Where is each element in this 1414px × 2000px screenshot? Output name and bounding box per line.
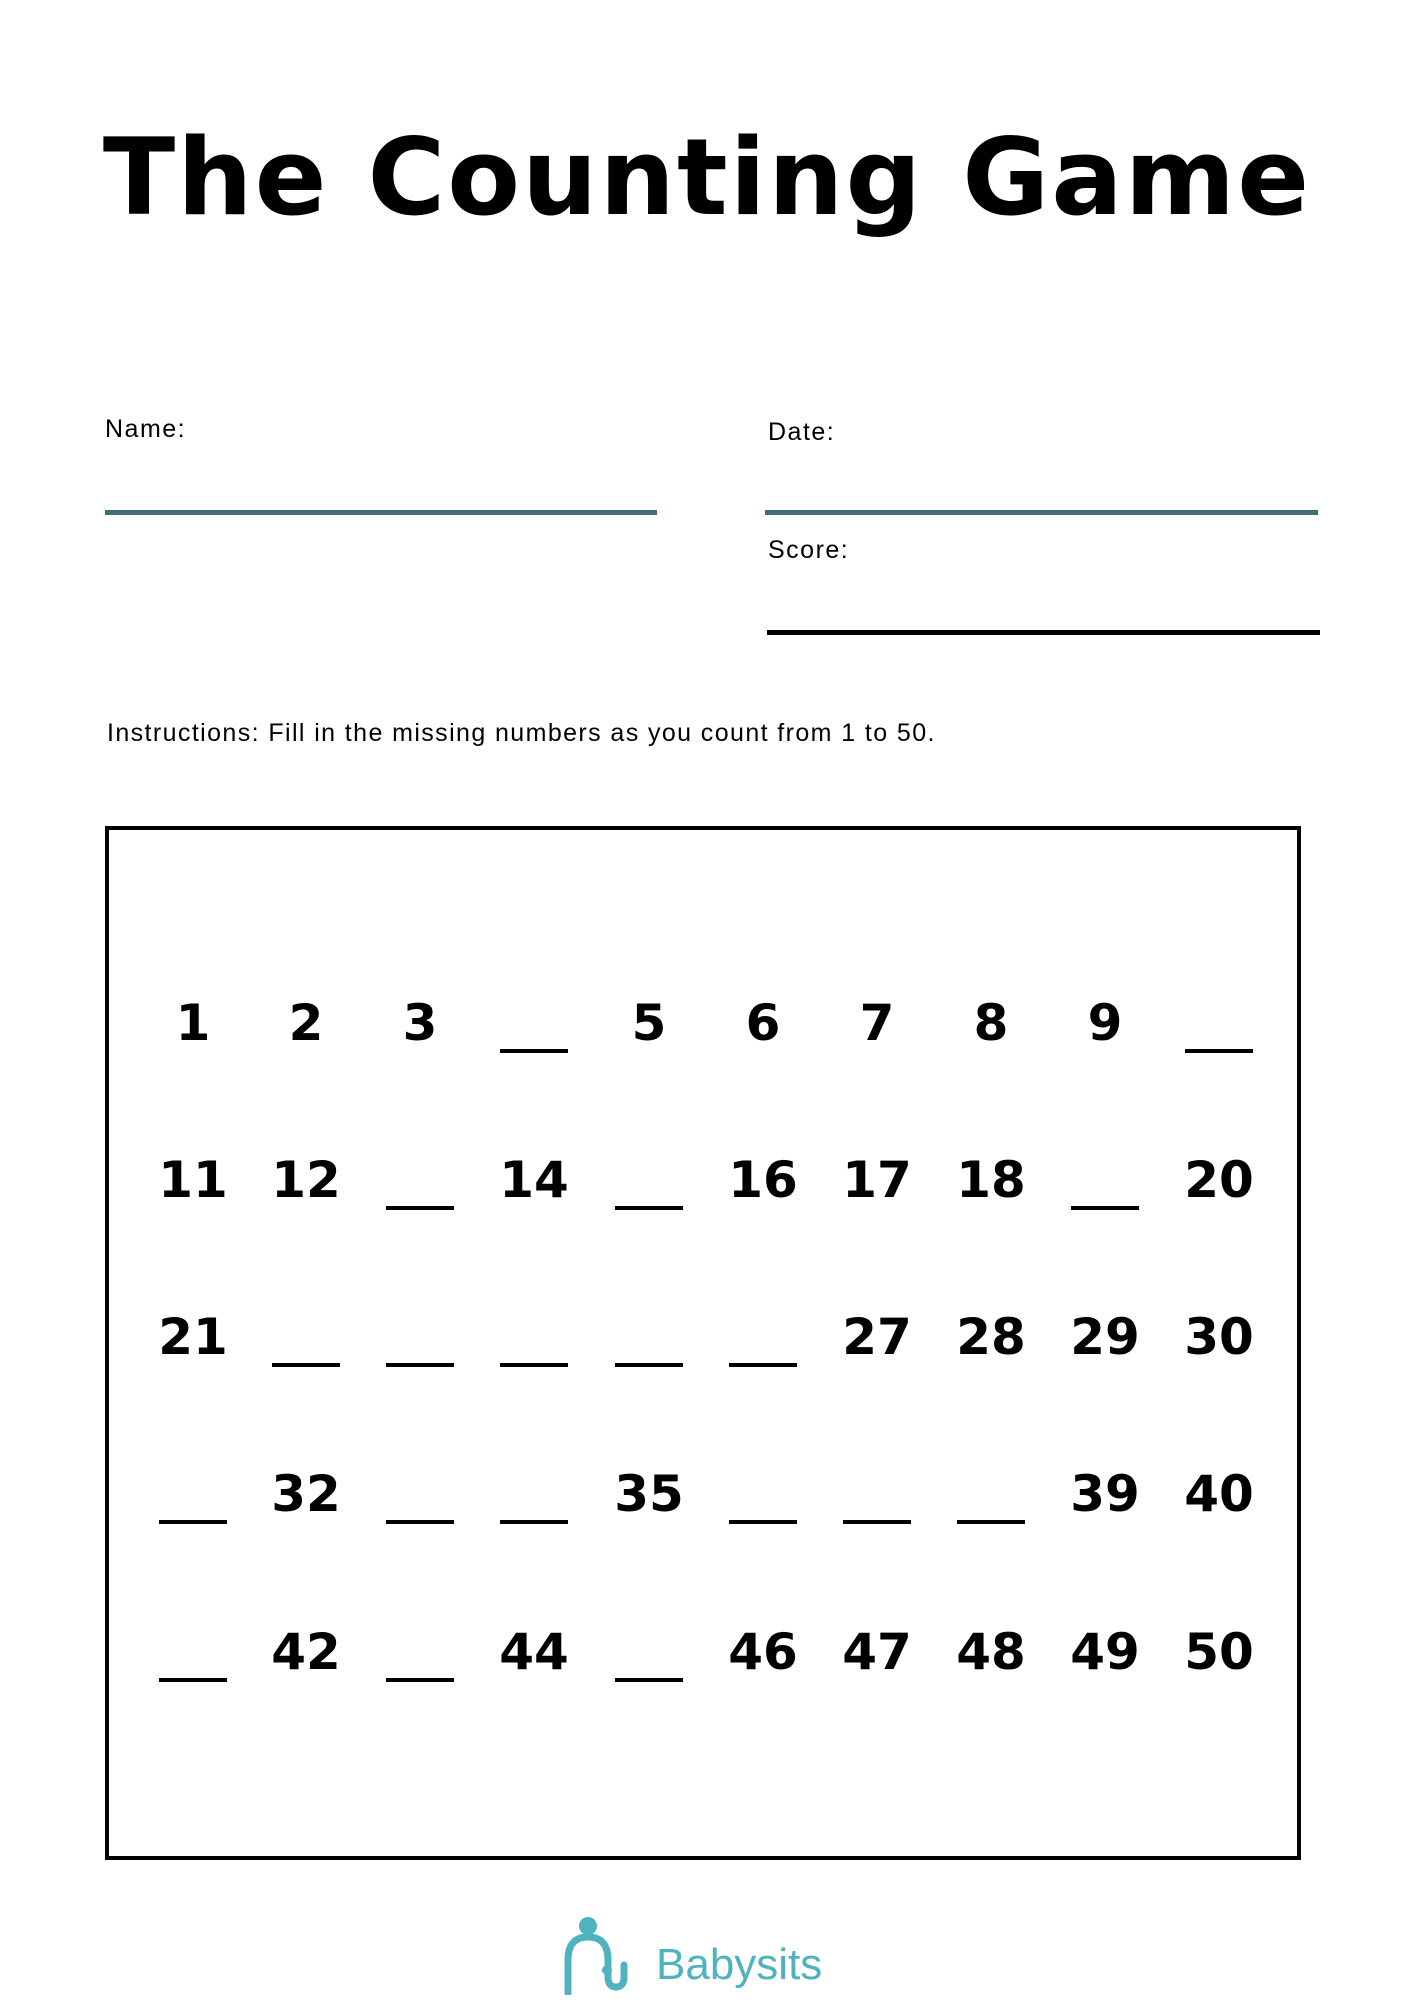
babysits-logo-icon xyxy=(558,1915,638,1995)
blank-line xyxy=(386,1678,454,1682)
blank-answer[interactable] xyxy=(143,1617,243,1687)
number-cell: 32 xyxy=(271,1465,341,1523)
number-cell: 47 xyxy=(842,1623,912,1681)
number-cell: 50 xyxy=(1184,1623,1254,1681)
blank-answer[interactable] xyxy=(256,1302,356,1372)
number-cell: 14 xyxy=(499,1151,569,1209)
blank-answer[interactable] xyxy=(370,1617,470,1687)
number-cell: 29 xyxy=(1070,1308,1140,1366)
number-cell: 20 xyxy=(1184,1151,1254,1209)
blank-answer[interactable] xyxy=(370,1145,470,1215)
page-title: The Counting Game xyxy=(102,116,1312,239)
date-label: Date: xyxy=(768,418,836,446)
score-label: Score: xyxy=(768,536,850,564)
number-cell: 35 xyxy=(614,1465,684,1523)
number-cell: 1 xyxy=(175,994,211,1052)
number-cell: 3 xyxy=(402,994,438,1052)
number-cell: 18 xyxy=(956,1151,1026,1209)
blank-answer[interactable] xyxy=(599,1145,699,1215)
blank-answer[interactable] xyxy=(143,1459,243,1529)
blank-answer[interactable] xyxy=(370,1459,470,1529)
name-label: Name: xyxy=(105,415,187,443)
blank-line xyxy=(386,1520,454,1524)
blank-answer[interactable] xyxy=(1055,1145,1155,1215)
number-cell: 44 xyxy=(499,1623,569,1681)
blank-answer[interactable] xyxy=(484,988,584,1058)
blank-answer[interactable] xyxy=(713,1459,813,1529)
number-cell: 11 xyxy=(158,1151,228,1209)
blank-line xyxy=(386,1206,454,1210)
blank-line xyxy=(843,1520,911,1524)
number-cell: 7 xyxy=(859,994,895,1052)
number-cell: 28 xyxy=(956,1308,1026,1366)
number-cell: 42 xyxy=(271,1623,341,1681)
number-cell: 40 xyxy=(1184,1465,1254,1523)
number-cell: 27 xyxy=(842,1308,912,1366)
number-cell: 5 xyxy=(631,994,667,1052)
blank-line xyxy=(159,1520,227,1524)
blank-line xyxy=(500,1520,568,1524)
blank-line xyxy=(159,1678,227,1682)
blank-line xyxy=(1071,1206,1139,1210)
instructions-text: Instructions: Fill in the missing numbers as you count from 1 to 50. xyxy=(107,719,936,747)
blank-answer[interactable] xyxy=(1169,988,1269,1058)
number-cell: 39 xyxy=(1070,1465,1140,1523)
blank-answer[interactable] xyxy=(599,1302,699,1372)
blank-line xyxy=(1185,1049,1253,1053)
number-cell: 17 xyxy=(842,1151,912,1209)
blank-line xyxy=(272,1363,340,1367)
number-cell: 30 xyxy=(1184,1308,1254,1366)
brand-name: Babysits xyxy=(656,1940,823,1989)
number-cell: 6 xyxy=(745,994,781,1052)
number-cell: 48 xyxy=(956,1623,1026,1681)
number-cell: 12 xyxy=(271,1151,341,1209)
blank-answer[interactable] xyxy=(484,1459,584,1529)
number-cell: 46 xyxy=(728,1623,798,1681)
number-cell: 8 xyxy=(973,994,1009,1052)
blank-line xyxy=(957,1520,1025,1524)
number-cell: 49 xyxy=(1070,1623,1140,1681)
blank-line xyxy=(729,1363,797,1367)
blank-line xyxy=(500,1363,568,1367)
blank-answer[interactable] xyxy=(599,1617,699,1687)
number-cell: 21 xyxy=(158,1308,228,1366)
blank-line xyxy=(386,1363,454,1367)
blank-answer[interactable] xyxy=(484,1302,584,1372)
blank-line xyxy=(615,1678,683,1682)
blank-line xyxy=(729,1520,797,1524)
blank-answer[interactable] xyxy=(941,1459,1041,1529)
blank-answer[interactable] xyxy=(827,1459,927,1529)
blank-line xyxy=(500,1049,568,1053)
number-cell: 16 xyxy=(728,1151,798,1209)
number-cell: 2 xyxy=(288,994,324,1052)
blank-answer[interactable] xyxy=(370,1302,470,1372)
brand-logo xyxy=(558,1915,858,1995)
number-cell: 9 xyxy=(1087,994,1123,1052)
blank-line xyxy=(615,1363,683,1367)
blank-answer[interactable] xyxy=(713,1302,813,1372)
blank-line xyxy=(615,1206,683,1210)
